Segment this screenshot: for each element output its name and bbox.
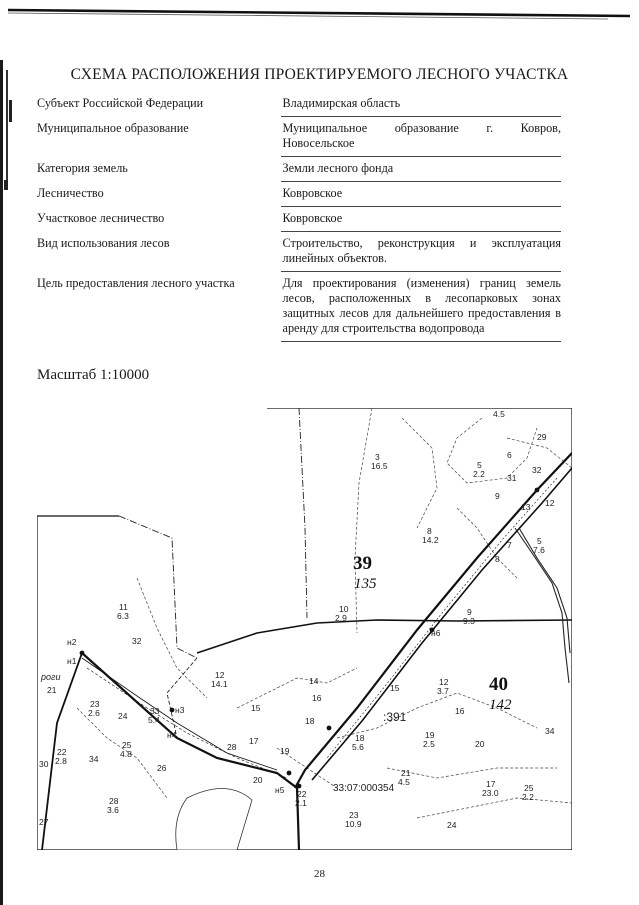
plot-id: 6 bbox=[507, 450, 512, 460]
plot-id: 32 bbox=[532, 465, 542, 475]
plot-id: 15 bbox=[390, 683, 400, 693]
plot-number: 21 bbox=[401, 768, 411, 778]
field-row bbox=[37, 207, 561, 232]
plot-id: 18 bbox=[305, 716, 315, 726]
plot-area: 14.1 bbox=[211, 679, 228, 689]
field-label: Вид использования лесов bbox=[37, 236, 170, 250]
plot-area: 2.6 bbox=[88, 708, 100, 718]
page-number: 28 bbox=[314, 868, 325, 880]
field-row bbox=[37, 182, 561, 207]
plot-id: 13 bbox=[521, 502, 531, 512]
plot-id: 4.5 bbox=[493, 409, 505, 419]
scan-border-left bbox=[0, 60, 22, 905]
plot-area: 3.7 bbox=[437, 686, 449, 696]
document-title: СХЕМА РАСПОЛОЖЕНИЯ ПРОЕКТИРУЕМОГО ЛЕСНОГО УЧАСТКА bbox=[70, 66, 569, 83]
survey-point-label: н3 bbox=[175, 705, 185, 715]
field-value: Для проектирования (изменения) границ земель лесов, расположенных в лесопарковых зонах защитных лесов для дальнейшего предоставления в аренду для строительства водопровода bbox=[281, 272, 561, 342]
plot-id: 20 bbox=[253, 775, 263, 785]
scale-label: Масштаб 1:10000 bbox=[37, 367, 150, 383]
plot-id: 27 bbox=[39, 817, 49, 827]
field-label: Категория земель bbox=[37, 161, 128, 175]
plot-id: 20 bbox=[475, 739, 485, 749]
road-label: роги bbox=[41, 672, 61, 682]
plot-number: 9 bbox=[467, 607, 472, 617]
plot-area: 6.3 bbox=[117, 611, 129, 621]
plot-id: 8 bbox=[495, 554, 500, 564]
plot-id: 34 bbox=[545, 726, 555, 736]
plot-area: 5.4 bbox=[148, 715, 160, 725]
field-label: Субъект Российской Федерации bbox=[37, 96, 204, 110]
plot-area: 3.6 bbox=[107, 805, 119, 815]
plot-id: 26 bbox=[157, 763, 167, 773]
plot-id: 29 bbox=[537, 432, 547, 442]
plot-area: 9.3 bbox=[463, 616, 475, 626]
plot-area: 2.2 bbox=[522, 792, 534, 802]
plot-id: 24 bbox=[447, 820, 457, 830]
field-value: Ковровское bbox=[281, 182, 561, 207]
plot-number: 8 bbox=[427, 526, 432, 536]
plot-id: 16 bbox=[312, 693, 322, 703]
plot-number: 25 bbox=[122, 740, 132, 750]
cadastral-plot: :391 bbox=[383, 710, 407, 724]
plot-number: 19 bbox=[425, 730, 435, 740]
plot-area: 2.1 bbox=[295, 798, 307, 808]
survey-point-label: н2 bbox=[67, 637, 77, 647]
plot-id: 15 bbox=[251, 703, 261, 713]
field-row bbox=[37, 117, 561, 157]
plot-id: 17 bbox=[249, 736, 259, 746]
survey-point-label: н6 bbox=[431, 628, 441, 638]
cadastral-number: 33:07:000354 bbox=[333, 783, 395, 794]
plot-area: 16.5 bbox=[371, 461, 388, 471]
field-row bbox=[37, 157, 561, 182]
plot-id: 7 bbox=[507, 540, 512, 550]
plot-area: 4.5 bbox=[398, 777, 410, 787]
plot-area: 10.9 bbox=[345, 819, 362, 829]
plot-number: 12 bbox=[215, 670, 225, 680]
field-label: Цель предоставления лесного участка bbox=[37, 276, 235, 290]
survey-points bbox=[80, 488, 540, 789]
plot-area: 2.5 bbox=[423, 739, 435, 749]
plot-id: 30 bbox=[39, 759, 49, 769]
plot-area: 2.8 bbox=[55, 756, 67, 766]
plot-number: 33 bbox=[150, 706, 160, 716]
plot-number: 23 bbox=[349, 810, 359, 820]
plot-id: 28 bbox=[227, 742, 237, 752]
plot-id: 34 bbox=[89, 754, 99, 764]
plot-area: 23.0 bbox=[482, 788, 499, 798]
survey-point-label: н4 bbox=[167, 730, 177, 740]
plot-area: 2.9 bbox=[335, 613, 347, 623]
plot-area: 14.2 bbox=[422, 535, 439, 545]
field-value: Строительство, реконструкция и эксплуатация линейных объектов. bbox=[281, 232, 561, 272]
plot-number: 22 bbox=[57, 747, 67, 757]
info-table bbox=[37, 92, 561, 342]
field-value: Земли лесного фонда bbox=[281, 157, 561, 182]
quarter-area: 135 bbox=[354, 576, 377, 592]
plot-number: 11 bbox=[119, 602, 128, 612]
plot-area: 4.8 bbox=[120, 749, 132, 759]
survey-point-label: н1 bbox=[67, 656, 77, 666]
field-value: Владимирская область bbox=[281, 92, 561, 117]
road-lines bbox=[42, 620, 572, 850]
plot-id: 14 bbox=[309, 676, 319, 686]
plot-id: 21 bbox=[47, 685, 57, 695]
plot-area: 7.6 bbox=[533, 545, 545, 555]
field-label: Лесничество bbox=[37, 186, 104, 200]
field-row bbox=[37, 272, 561, 342]
plot-number: 25 bbox=[524, 783, 534, 793]
forest-plot-map bbox=[37, 408, 572, 850]
plot-number: 28 bbox=[109, 796, 119, 806]
scan-border-top bbox=[8, 6, 630, 20]
quarter-area: 142 bbox=[489, 697, 512, 713]
plot-number: 5 bbox=[537, 536, 542, 546]
quarter-number: 40 bbox=[489, 674, 508, 695]
plot-id: 9 bbox=[495, 491, 500, 501]
plot-number: 5 bbox=[477, 460, 482, 470]
field-label: Муниципальное образование bbox=[37, 121, 189, 135]
plot-id: 19 bbox=[280, 746, 290, 756]
plot-number: 17 bbox=[486, 779, 496, 789]
plot-id: 12 bbox=[545, 498, 555, 508]
plot-number: 3 bbox=[375, 452, 380, 462]
field-row bbox=[37, 232, 561, 272]
plot-id: 31 bbox=[507, 473, 517, 483]
plot-number: 12 bbox=[439, 677, 449, 687]
plot-number: 10 bbox=[339, 604, 349, 614]
plot-number: 18 bbox=[355, 733, 365, 743]
field-row bbox=[37, 92, 561, 117]
plot-area: 5.6 bbox=[352, 742, 364, 752]
plot-id: 16 bbox=[455, 706, 465, 716]
field-value: Муниципальное образование г. Ковров, Новосельское bbox=[281, 117, 561, 157]
plot-area: 2.2 bbox=[473, 469, 485, 479]
taxation-boundaries bbox=[77, 408, 572, 818]
quarter-number: 39 bbox=[353, 553, 372, 574]
field-label: Участковое лесничество bbox=[37, 211, 165, 225]
plot-number: 22 bbox=[297, 789, 307, 799]
field-value: Ковровское bbox=[281, 207, 561, 232]
lake-shape bbox=[176, 788, 252, 850]
survey-point-label: н5 bbox=[275, 785, 285, 795]
plot-id: 24 bbox=[118, 711, 128, 721]
plot-id: 32 bbox=[132, 636, 142, 646]
plot-number: 23 bbox=[90, 699, 100, 709]
